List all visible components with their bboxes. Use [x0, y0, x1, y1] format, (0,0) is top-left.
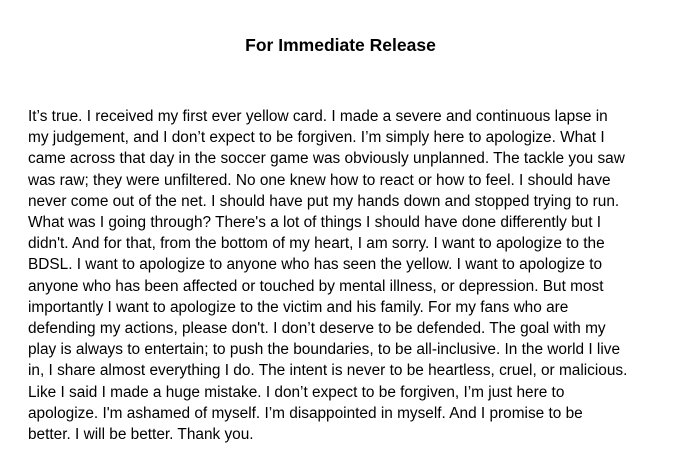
press-release-body	[28, 106, 668, 445]
document-title: For Immediate Release	[245, 35, 436, 55]
body-line-2: my judgement, and I don’t expect to be forgiven. I’m simply here to apologize. What I	[28, 129, 605, 147]
body-line-7: didn't. And for that, from the bottom of my heart, I am sorry. I want to apologize to the	[28, 235, 605, 253]
body-line-3: came across that day in the soccer game was obviously unplanned. The tackle you saw	[28, 150, 625, 168]
body-line-6: What was I going through? There's a lot of things I should have done differently but I	[28, 214, 602, 232]
body-line-15: apologize. I'm ashamed of myself. I’m disappointed in myself. And I promise to be	[28, 404, 583, 422]
body-line-8: BDSL. I want to apologize to anyone who has seen the yellow. I want to apologize to	[28, 256, 603, 274]
body-line-9: anyone who has been affected or touched by mental illness, or depression. But most	[28, 277, 604, 295]
body-line-13: in, I share almost everything I do. The intent is never to be heartless, cruel, or malicious.	[28, 362, 628, 380]
body-line-12: play is always to entertain; to push the boundaries, to be all-inclusive. In the world I live	[28, 341, 621, 359]
body-line-11: defending my actions, please don't. I don’t deserve to be defended. The goal with my	[28, 320, 606, 338]
body-line-4: was raw; they were unfiltered. No one knew how to react or how to feel. I should have	[28, 171, 611, 189]
body-line-5: never come out of the net. I should have put my hands down and stopped trying to run.	[28, 192, 620, 210]
body-line-10: importantly I want to apologize to the victim and his family. For my fans who are	[28, 298, 569, 316]
body-line-16: better. I will be better. Thank you.	[28, 426, 254, 444]
body-line-14: Like I said I made a huge mistake. I don’t expect to be forgiven, I’m just here to	[28, 383, 565, 401]
body-line-1: It’s true. I received my first ever yellow card. I made a severe and continuous lapse in	[28, 108, 608, 125]
